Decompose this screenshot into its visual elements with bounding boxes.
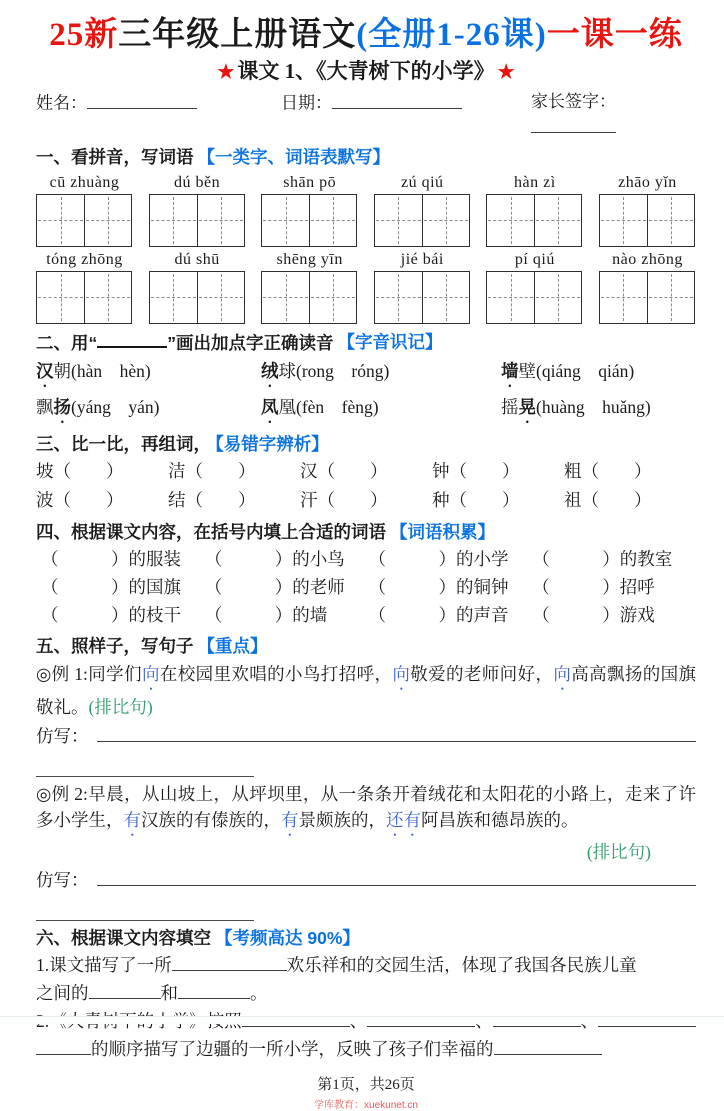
writing-grid [36,194,132,247]
pinyin-label: zú qiú [401,173,444,191]
signature-field [531,90,696,139]
pinyin-label: tóng zhōng [46,250,123,268]
dotted-character: 绒 [261,361,279,382]
grid-cell [84,272,131,323]
grid-cell [262,272,309,323]
grid-cell [422,272,469,323]
page-bottom-edge [0,1016,724,1024]
fill-word-item: （ ）的铜钟 [368,577,509,598]
section-5-title: 五、照样子，写句子 [36,636,194,657]
answer-blank [36,1037,91,1056]
pinyin-label: pí qiú [514,250,555,268]
writing-blank [97,868,697,887]
answer-blank [494,1037,602,1056]
highlight-character: 有 [123,810,141,831]
pronunciation-item [261,391,501,427]
question-text: 欢乐祥和的交园生活，体现了我国各民族儿童 [286,955,637,976]
word-part: 摇 [501,397,519,418]
grid-cell [375,195,422,246]
pinyin-label: zhāo yǐn [618,173,677,191]
word-formation-grid [36,457,696,515]
fill-word-item: （ ）的教室 [532,549,673,570]
section-5-header [36,634,696,659]
sentence-type-note: (排比句) [88,697,153,718]
word-formation-item: 洁（ ） [168,461,256,482]
word-formation-item: 钟（ ） [432,461,520,482]
grid-cell [37,272,84,323]
title-part-scope: (全册1-26课) [356,17,547,53]
star-icon: ★ [217,61,235,83]
section-2-header [36,329,696,356]
lesson-subtitle [36,58,696,86]
pronunciation-item [261,355,501,391]
publisher-watermark: 学库教育：xuekunet.cn [314,1100,418,1111]
section-6-tag: 【考频高达 90%】 [215,928,360,949]
star-icon: ★ [497,61,515,83]
pinyin-item [36,250,133,324]
fill-word-grid [36,545,696,629]
dotted-character: 扬 [53,397,71,418]
pinyin-options: (rong róng) [296,361,390,382]
writing-blank [97,724,697,743]
answer-blank [178,981,250,1000]
word-formation-item: 波（ ） [36,490,124,511]
word-formation-item: 坡（ ） [36,461,124,482]
underline-blank [97,329,167,349]
date-label: 日期： [281,93,332,113]
pinyin-label: shān pō [283,173,337,191]
grid-cell [600,195,647,246]
grid-cell [309,272,356,323]
fill-word-item: （ ）的老师 [204,577,345,598]
grid-cell [600,272,647,323]
pinyin-label: nào zhōng [612,250,683,268]
dotted-character: 汉 [36,361,54,382]
sentence-text: 敬爱的老师问好， [410,664,554,685]
dotted-character: 凤 [261,397,279,418]
page-title [36,16,696,56]
pinyin-grid-row-1 [36,173,696,247]
title-part-series: 一课一练 [546,17,683,53]
student-info-row [36,90,696,139]
pinyin-item [149,173,246,247]
question-text: 和 [160,983,178,1004]
imitation-writing-line [36,867,696,893]
name-blank [87,90,197,108]
section-6-title: 六、根据课文内容填空 [36,928,211,949]
pinyin-label: jié bái [400,250,444,268]
section-3-tag: 【易错字辨析】 [215,434,329,455]
pinyin-options: (hàn hèn) [71,361,151,382]
title-part-grade: 三年级上册语文 [118,17,357,53]
imitation-label: 仿写： [36,870,89,891]
writing-grid [149,271,245,324]
word-formation-item: 粗（ ） [564,461,652,482]
grid-cell [197,272,244,323]
pinyin-item [486,250,583,324]
imitation-writing-line [36,723,696,749]
question-text: 1.课文描写了一所 [36,955,172,976]
sentence-text: 汉族的有傣族的， [141,810,281,831]
section-1-header [36,145,696,170]
section-2-tag: 【字音识记】 [337,332,443,353]
writing-grid [374,271,470,324]
example-2-sentence [36,781,696,840]
sentence-text: 高高飘扬的国旗敬礼。 [36,664,697,718]
pinyin-label: dú shū [174,250,220,268]
pinyin-item [261,173,358,247]
pronunciation-item [36,355,261,391]
fill-word-item: （ ）的服装 [41,549,181,570]
sentence-text: ◎例 1:同学们 [36,664,142,685]
title-part-year: 25新 [49,17,119,53]
pronunciation-item [501,355,696,391]
fill-word-item: （ ）的声音 [368,605,509,626]
highlight-character: 向 [553,664,572,685]
signature-blank [531,114,616,132]
section-4-title: 四、根据课文内容，在括号内填上合适的词语 [36,522,386,543]
highlight-character: 向 [392,664,411,685]
pinyin-label: shēng yīn [276,250,343,268]
fill-word-item: （ ）的小学 [368,549,509,570]
sentence-type-note-row [36,840,696,864]
pinyin-item [374,173,471,247]
pinyin-options: (qiáng qián) [536,361,635,382]
imitation-label: 仿写： [36,726,89,747]
section-3-title: 三、比一比，再组词， [36,434,211,455]
date-field [281,90,531,139]
fill-word-item: （ ）的枝干 [41,605,181,626]
grid-cell [262,195,309,246]
highlight-character: 向 [141,664,160,685]
writing-grid [486,194,582,247]
highlight-character: 还有 [386,810,421,831]
writing-grid [36,271,132,324]
word-part: 朝 [53,361,71,382]
grid-cell [487,195,534,246]
writing-grid [261,271,357,324]
writing-grid [149,194,245,247]
pinyin-options: (yáng yán) [71,397,160,418]
grid-cell [534,195,581,246]
grid-cell [197,195,244,246]
highlight-character: 有 [281,810,299,831]
pinyin-item [486,173,583,247]
word-formation-item: 种（ ） [432,490,520,511]
pinyin-item [599,250,696,324]
fill-word-item: （ ）招呼 [532,577,655,598]
word-formation-item: 结（ ） [168,490,256,511]
pinyin-item [374,250,471,324]
pinyin-grid-row-2 [36,250,696,324]
fill-word-item: （ ）的国旗 [41,577,181,598]
answer-blank [89,981,161,1000]
question-text: 。 [250,983,268,1004]
lesson-name: 课文 1、《大青树下的小学》 [237,58,495,83]
continuation-writing-line [36,893,254,921]
section-1-tag: 【一类字、词语表默写】 [197,146,390,167]
section-4-tag: 【词语积累】 [390,522,495,543]
sentence-type-note: (排比句) [586,842,651,863]
word-part: 飘 [36,397,54,418]
dotted-character: 墙 [501,361,519,382]
pronunciation-item [36,391,261,427]
grid-cell [150,195,197,246]
grid-cell [487,272,534,323]
word-formation-item: 汗（ ） [300,490,388,511]
writing-grid [261,194,357,247]
grid-cell [422,195,469,246]
sentence-text: 景颇族的， [298,810,386,831]
word-part: 壁 [518,361,536,382]
grid-cell [150,272,197,323]
word-part: 凰 [278,397,296,418]
grid-cell [309,195,356,246]
example-1-sentence [36,661,696,720]
grid-cell [375,272,422,323]
question-text: 之间的 [36,983,89,1004]
section-3-header [36,432,696,457]
fill-word-item: （ ）的小鸟 [204,549,345,570]
section-6-header [36,926,696,951]
pinyin-label: cū zhuàng [49,173,120,191]
question-1-line-1 [36,951,696,979]
pinyin-options: (huàng huǎng) [536,397,651,418]
pinyin-options: (fèn fèng) [296,397,379,418]
writing-grid [599,271,695,324]
pinyin-item [599,173,696,247]
pinyin-label: hàn zì [514,173,556,191]
writing-grid [599,194,695,247]
writing-grid [374,194,470,247]
dotted-character: 晃 [518,397,536,418]
writing-grid [486,271,582,324]
fill-word-item: （ ）游戏 [532,605,655,626]
section-1-title: 一、看拼音，写词语 [36,146,194,167]
section-2-title-pre: 二、用“ [36,332,98,353]
word-formation-item: 祖（ ） [564,490,652,511]
word-part: 球 [278,361,296,382]
sentence-text: 阿昌族和德昂族的。 [421,810,579,831]
section-4-header [36,520,696,545]
pinyin-item [261,250,358,324]
grid-cell [647,272,694,323]
signature-label: 家长签字： [531,92,616,112]
name-field [36,90,281,139]
pinyin-label: dú běn [174,173,221,191]
section-2-title-post: ”画出加点字正确读音 [167,332,334,353]
question-text: 的顺序描写了边疆的一所小学，反映了孩子们幸福的 [91,1039,494,1060]
name-label: 姓名： [36,93,87,113]
answer-blank [172,953,287,972]
pinyin-item [36,173,133,247]
sentence-text: ◎例 2:早晨，从山坡上，从坪坝里，从一条条开着绒花和太阳花的小路上，走来了许多小学生， [36,784,696,831]
pinyin-item [149,250,246,324]
pronunciation-choices [36,355,696,427]
fill-word-item: （ ）的墙 [204,605,328,626]
section-5-tag: 【重点】 [197,636,268,657]
grid-cell [534,272,581,323]
grid-cell [84,195,131,246]
continuation-writing-line [36,749,254,777]
question-1-line-2 [36,979,696,1007]
grid-cell [37,195,84,246]
date-blank [332,90,462,108]
question-2-line-2 [36,1035,696,1063]
word-formation-item: 汉（ ） [300,461,388,482]
sentence-text: 在校园里欢唱的小鸟打招呼， [159,664,393,685]
page-number: 第1页，共26页 [317,1077,415,1094]
grid-cell [647,195,694,246]
pronunciation-item [501,391,696,427]
